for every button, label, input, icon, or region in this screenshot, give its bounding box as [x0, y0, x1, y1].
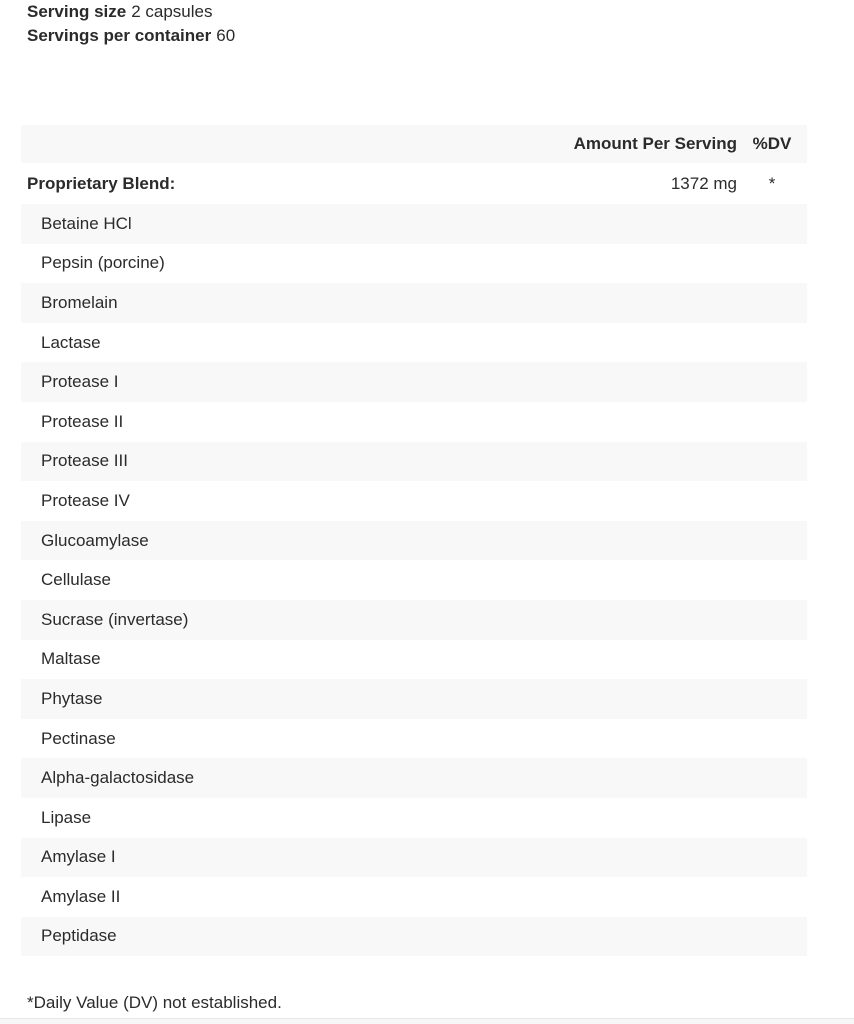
ingredient-row [21, 323, 807, 363]
ingredient-name: Protease I [41, 372, 119, 392]
ingredient-row [21, 640, 807, 680]
ingredient-row [21, 481, 807, 521]
ingredient-row [21, 521, 807, 561]
ingredient-row [21, 442, 807, 482]
ingredient-row [21, 758, 807, 798]
serving-info [0, 0, 854, 48]
supplement-facts-table [21, 125, 807, 956]
dv-footnote: *Daily Value (DV) not established. [27, 993, 282, 1012]
ingredient-name: Peptidase [41, 926, 117, 946]
ingredient-name: Alpha-galactosidase [41, 768, 195, 788]
proprietary-blend-dv: * [768, 173, 776, 193]
ingredient-name: Maltase [41, 649, 101, 669]
ingredient-name: Lipase [41, 807, 92, 827]
table-header-row [21, 125, 807, 163]
ingredient-name: Amylase II [41, 886, 121, 906]
serving-size-line [27, 0, 854, 24]
ingredient-row [21, 877, 807, 917]
serving-size-value: 2 capsules [131, 2, 213, 21]
ingredient-name: Protease III [41, 451, 128, 471]
ingredient-row [21, 679, 807, 719]
amount-per-serving-header: Amount Per Serving [573, 134, 737, 153]
ingredient-row [21, 719, 807, 759]
proprietary-blend-name: Proprietary Blend: [27, 173, 176, 193]
ingredient-list [21, 204, 807, 956]
ingredient-row [21, 560, 807, 600]
serving-size-label: Serving size [27, 2, 127, 21]
servings-per-container-value: 60 [216, 26, 236, 45]
ingredient-row [21, 204, 807, 244]
ingredient-name: Betaine HCl [41, 213, 132, 233]
ingredient-row [21, 244, 807, 284]
ingredient-name: Protease IV [41, 490, 130, 510]
bottom-section-divider [0, 1018, 854, 1024]
ingredient-row [21, 362, 807, 402]
ingredient-name: Amylase I [41, 847, 116, 867]
ingredient-name: Pepsin (porcine) [41, 253, 165, 273]
ingredient-name: Phytase [41, 688, 103, 708]
ingredient-name: Sucrase (invertase) [41, 609, 189, 629]
ingredient-row [21, 798, 807, 838]
ingredient-name: Glucoamylase [41, 530, 149, 550]
ingredient-name: Pectinase [41, 728, 116, 748]
ingredient-name: Lactase [41, 332, 101, 352]
ingredient-name: Cellulase [41, 570, 111, 590]
ingredient-row [21, 917, 807, 957]
ingredient-name: Bromelain [41, 292, 118, 312]
dv-header: %DV [752, 134, 792, 153]
proprietary-blend-amount: 1372 mg [670, 173, 737, 193]
ingredient-row [21, 402, 807, 442]
ingredient-row [21, 600, 807, 640]
servings-per-container-label: Servings per container [27, 26, 212, 45]
servings-per-container-line [27, 24, 854, 48]
ingredient-row [21, 283, 807, 323]
ingredient-row [21, 838, 807, 878]
proprietary-blend-row [21, 163, 807, 204]
ingredient-name: Protease II [41, 411, 124, 431]
